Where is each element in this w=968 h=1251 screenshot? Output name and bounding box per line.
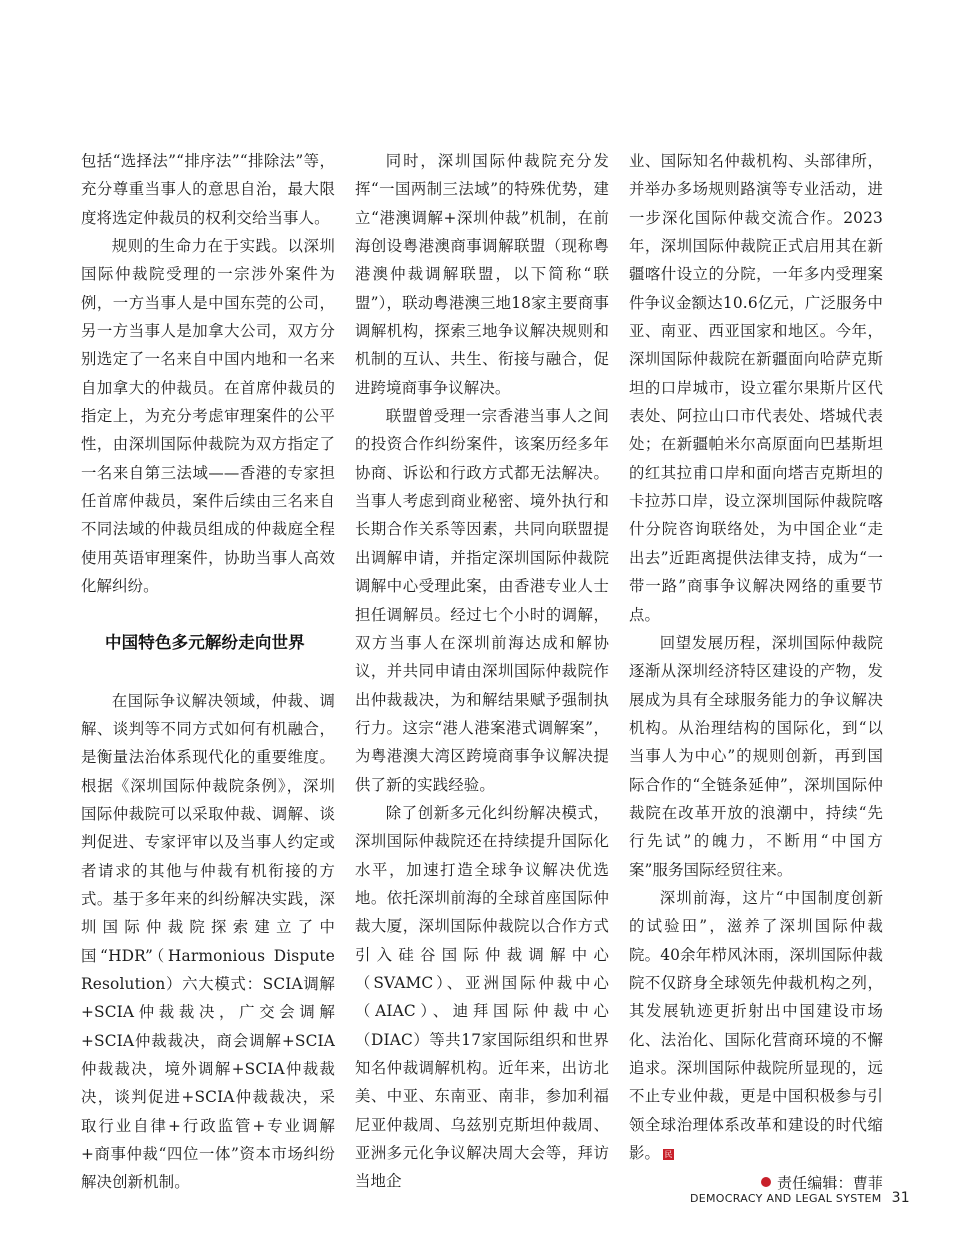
article-column-2 — [355, 147, 609, 1196]
paragraph: 联盟曾受理一宗香港当事人之间的投资合作纠纷案件，该案历经多年协商、诉讼和行政方式都无法解决。当事人考虑到商业秘密、境外执行和长期合作关系等因素，共同向联盟提出调解申请，并指定深圳国际仲裁院调解中心受理此案，由香港专业人士担任调解员。经过七个小时的调解，双方当事人在深圳前海达成和解协议，并共同申请由深圳国际仲裁院作出仲裁裁决，为和解结果赋予强制执行力。这宗“港人港案港式调解案”，为粤港澳大湾区跨境商事争议解决提供了新的实践经验。 — [355, 407, 609, 794]
paragraph: 除了创新多元化纠纷解决模式，深圳国际仲裁院还在持续提升国际化水平，加速打造全球争议解决优选地。依托深圳前海的全球首座国际仲裁大厦，深圳国际仲裁院以合作方式引入硅谷国际仲裁调解中心（SVAMC）、亚洲国际仲裁中心（AIAC）、迪拜国际仲裁中心（DIAC）等共17家国际组织和世界知名仲裁调解机构。近年来，出访北美、中亚、东南亚、南非，参加利福尼亚仲裁周、乌兹别克斯坦仲裁周、亚洲多元化争议解决周大会等，拜访当地企 — [355, 803, 609, 1191]
paragraph-final — [629, 884, 883, 1167]
end-mark-icon: 民 — [664, 1149, 673, 1159]
editor-credit-text: 责任编辑：曹菲 — [776, 1174, 883, 1193]
page-number: 31 — [891, 1190, 910, 1206]
section-heading: 中国特色多元解纷走向世界 — [105, 632, 305, 652]
paragraph: 规则的生命力在于实践。以深圳国际仲裁院受理的一宗涉外案件为例，一方当事人是中国东莞的公司，另一方当事人是加拿大公司，双方分别选定了一名来自中国内地和一名来自加拿大的仲裁员。在首席仲裁员的指定上，为充分考虑审理案件的公平性，由深圳国际仲裁院为双方指定了一名来自第三法域——香港的专家担任首席仲裁员，案件后续由三名来自不同法域的仲裁员组成的仲裁庭全程使用英语审理案件，协助当事人高效化解纠纷。 — [81, 237, 335, 596]
article-column-1 — [81, 147, 335, 1197]
page-footer — [690, 1190, 910, 1206]
article-column-3 — [629, 147, 883, 1198]
paragraph-text: 深圳前海，这片“中国制度创新的试验田”，滋养了深圳国际仲裁院。40余年栉风沐雨，深圳国际仲裁院不仅跻身全球领先仲裁机构之列，其发展轨迹更折射出中国建设市场化、法治化、国际化营商环境的不懈追求。深圳国际仲裁院所显现的，远不止专业仲裁，更是中国积极参与引领全球治理体系改革和建设的时代缩影。 — [629, 888, 883, 1163]
paragraph: 同时，深圳国际仲裁院充分发挥“一国两制三法域”的特殊优势，建立“港澳调解+深圳仲裁”机制，在前海创设粤港澳商事调解联盟（现称粤港澳仲裁调解联盟，以下简称“联盟”），联动粤港澳三地18家主要商事调解机构，探索三地争议解决规则和机制的互认、共生、衔接与融合，促进跨境商事争议解决。 — [355, 152, 609, 397]
red-dot-icon — [761, 1177, 771, 1187]
paragraph: 包括“选择法”“排序法”“排除法”等，充分尊重当事人的意思自治，最大限度将选定仲裁员的权利交给当事人。 — [81, 152, 335, 227]
magazine-name: DEMOCRACY AND LEGAL SYSTEM — [689, 1192, 882, 1205]
paragraph: 业、国际知名仲裁机构、头部律所，并举办多场规则路演等专业活动，进一步深化国际仲裁交流合作。2023年，深圳国际仲裁院正式启用其在新疆喀什设立的分院，一年多内受理案件争议金额达10.6亿元，广泛服务中亚、南亚、西亚国家和地区。今年，深圳国际仲裁院在新疆面向哈萨克斯坦的口岸城市，设立霍尔果斯片区代表处、阿拉山口市代表处、塔城代表处；在新疆帕米尔高原面向巴基斯坦的红其拉甫口岸和面向塔吉克斯坦的卡拉苏口岸，设立深圳国际仲裁院喀什分院咨询联络处，为中国企业“走出去”近距离提供法律支持，成为“一带一路”商事争议解决网络的重要节点。 — [629, 152, 883, 624]
paragraph: 回望发展历程，深圳国际仲裁院逐渐从深圳经济特区建设的产物，发展成为具有全球服务能力的争议解决机构。从治理结构的国际化，到“以当事人为中心”的规则创新，再到国际合作的“全链条延伸”，深圳国际仲裁院在改革开放的浪潮中，持续“先行先试”的魄力，不断用“中国方案”服务国际经贸往来。 — [629, 633, 883, 879]
paragraph: 在国际争议解决领域，仲裁、调解、谈判等不同方式如何有机融合，是衡量法治体系现代化的重要维度。根据《深圳国际仲裁院条例》，深圳国际仲裁院可以采取仲裁、调解、谈判促进、专家评审以及当事人约定或者请求的其他与仲裁有机衔接的方式。基于多年来的纠纷解决实践，深圳国际仲裁院探索建立了中国“HDR”（Harmonious Dispute Resolution）六大模式：SCIA调解+SCIA仲裁裁决，广交会调解+SCIA仲裁裁决，商会调解+SCIA仲裁裁决，境外调解+SCIA仲裁裁决，谈判促进+SCIA仲裁裁决，采取行业自律+行政监管+专业调解+商事仲裁“四位一体”资本市场纠纷解决创新机制。 — [81, 691, 335, 1192]
